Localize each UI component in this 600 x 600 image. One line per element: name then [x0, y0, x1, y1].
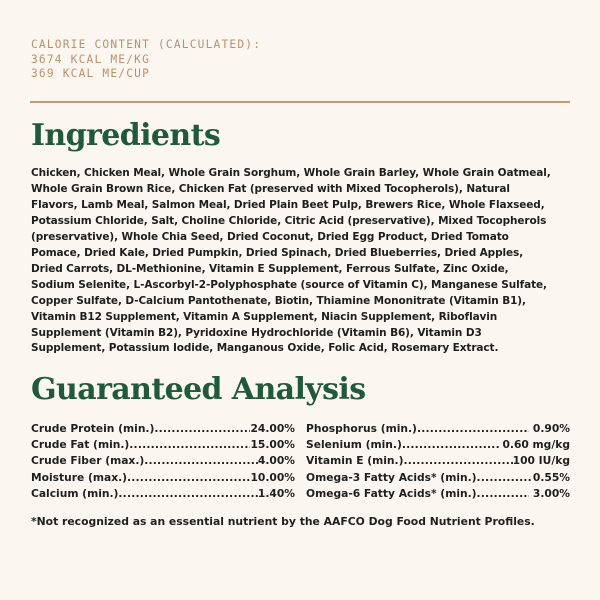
analysis-value: 0.90%	[529, 422, 570, 435]
divider	[30, 101, 570, 103]
dot-leader	[118, 486, 258, 502]
analysis-row	[306, 453, 570, 469]
analysis-row	[306, 486, 570, 502]
analysis-value: 24.00%	[250, 422, 295, 435]
dot-leader	[129, 437, 250, 453]
analysis-left-column	[31, 421, 295, 502]
analysis-label: Phosphorus (min.)	[306, 422, 417, 435]
dot-leader	[403, 453, 512, 469]
analysis-value: 0.60 mg/kg	[498, 438, 570, 452]
guaranteed-analysis-heading: Guaranteed Analysis	[31, 372, 366, 407]
analysis-row	[306, 470, 570, 486]
footnote: *Not recognized as an essential nutrient by the AAFCO Dog Food Nutrient Profiles.	[31, 515, 535, 528]
analysis-label: Omega-6 Fatty Acids* (min.)	[306, 486, 477, 500]
analysis-label: Calcium (min.)	[31, 486, 119, 500]
analysis-row	[306, 421, 570, 437]
dot-leader	[477, 486, 530, 502]
analysis-right-column	[306, 421, 570, 502]
calorie-kcal-kg: 3674 KCAL ME/KG	[31, 52, 151, 66]
analysis-value: 1.40%	[257, 486, 295, 500]
analysis-label: Omega-3 Fatty Acids* (min.)	[306, 470, 477, 484]
analysis-value: 10.00%	[250, 470, 295, 484]
dot-leader	[417, 421, 529, 437]
analysis-row	[31, 486, 295, 502]
dot-leader	[127, 470, 250, 486]
analysis-label: Crude Fat (min.)	[31, 438, 130, 452]
analysis-value: 15.00%	[250, 438, 295, 452]
analysis-row	[31, 421, 295, 437]
analysis-row	[31, 453, 295, 469]
dot-leader	[154, 421, 250, 437]
dot-leader	[144, 453, 258, 469]
analysis-value: 0.55%	[532, 470, 570, 484]
calorie-content	[31, 38, 261, 82]
analysis-label: Selenium (min.)	[306, 438, 402, 452]
analysis-label: Vitamin E (min.)	[306, 454, 404, 468]
analysis-label: Crude Protein (min.)	[31, 422, 155, 435]
calorie-label: CALORIE CONTENT (CALCULATED):	[31, 38, 262, 51]
ingredients-heading: Ingredients	[31, 118, 221, 153]
analysis-label: Crude Fiber (max.)	[31, 454, 145, 468]
analysis-row	[306, 437, 570, 453]
analysis-value: 3.00%	[529, 486, 570, 500]
analysis-row	[31, 437, 295, 453]
dot-leader	[477, 470, 533, 486]
calorie-kcal-cup: 369 KCAL ME/CUP	[31, 67, 151, 81]
dot-leader	[402, 437, 499, 453]
analysis-value: 4.00%	[257, 454, 295, 468]
analysis-row	[31, 470, 295, 486]
ingredients-text: Chicken, Chicken Meal, Whole Grain Sorghum, Whole Grain Barley, Whole Grain Oatmeal, Whole Grain Brown Rice, Chicken Fat (preserved with Mixed Tocopherols), Natural Flavors, Lamb Meal, Salmon Meal, Dried Plain Beet Pulp, Brewers Rice, Whole Flaxseed, Potassium Chloride, Salt, Choline Chloride, Citric Acid (preservative), Mixed Tocopherols (preservative), Whole Chia Seed, Dried Coconut, Dried Egg Product, Dried Tomato Pomace, Dried Kale, Dried Pumpkin, Dried Spinach, Dried Blueberries, Dried Apples, Dried Carrots, DL-Methionine, Vitamin E Supplement, Ferrous Sulfate, Zinc Oxide, Sodium Selenite, L-Ascorbyl-2-Polyphosphate (source of Vitamin C), Manganese Sulfate, Copper Sulfate, D-Calcium Pantothenate, Biotin, Thiamine Mononitrate (Vitamin B1), Vitamin B12 Supplement, Vitamin A Supplement, Niacin Supplement, Riboflavin Supplement (Vitamin B2), Pyridoxine Hydrochloride (Vitamin B6), Vitamin D3 Supplement, Potassium Iodide, Manganous Oxide, Folic Acid, Rosemary Extract.	[31, 167, 551, 355]
analysis-label: Moisture (max.)	[31, 470, 128, 484]
analysis-value: 100 IU/kg	[512, 454, 570, 468]
